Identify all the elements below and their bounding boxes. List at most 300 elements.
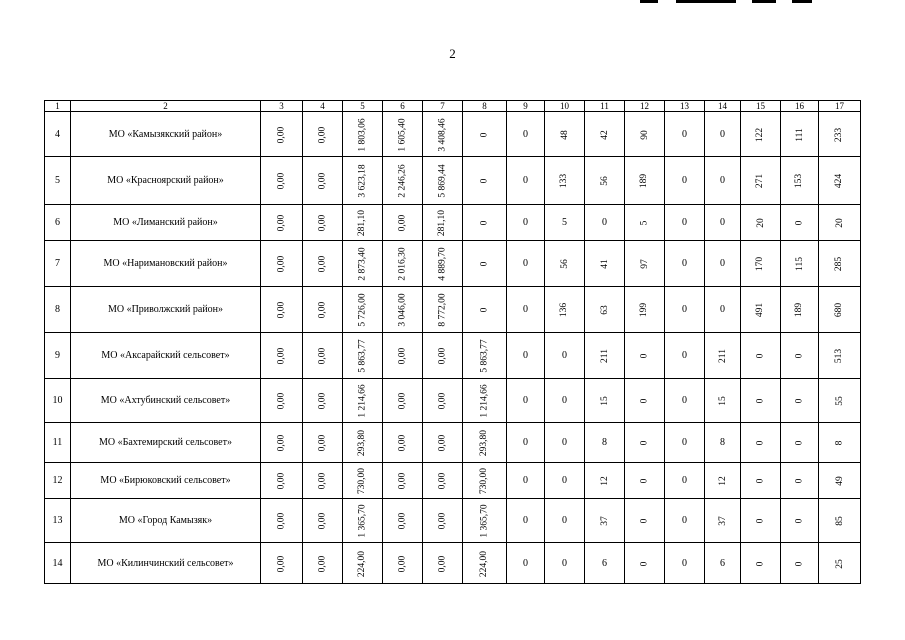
cell-c8: [463, 112, 507, 157]
cell-c8-text: 0: [479, 261, 490, 267]
cell-c16: [781, 379, 819, 423]
cell-c11-text: 15: [599, 396, 610, 406]
cell-c16: [781, 499, 819, 543]
cell-c6-text: 0,00: [397, 392, 408, 410]
cell-c8: [463, 287, 507, 333]
cell-c16-text: 0: [794, 561, 805, 566]
cell-c7-text: 8 772,00: [437, 293, 448, 327]
cell-c12-text: 0: [639, 353, 650, 359]
cell-c16-text: 153: [794, 173, 805, 189]
row-number: 10: [45, 379, 71, 423]
cell-c3: [261, 423, 303, 463]
cell-c7: [423, 463, 463, 499]
cell-c5: [343, 499, 383, 543]
cell-c3: [261, 205, 303, 241]
cell-c3-text: 0,00: [276, 214, 287, 232]
cell-c17-text: 49: [834, 476, 845, 486]
cell-c11-text: 63: [599, 305, 610, 315]
cell-c9: 0: [507, 543, 545, 584]
cell-c17-text: 20: [834, 218, 845, 228]
cell-c8: [463, 379, 507, 423]
row-number: 6: [45, 205, 71, 241]
table-row: [45, 205, 861, 241]
header-cell-4: 4: [303, 101, 343, 112]
cell-c14: [705, 463, 741, 499]
cell-c11: [585, 287, 625, 333]
cell-c16: [781, 241, 819, 287]
cell-c12: [625, 205, 665, 241]
cell-c3: [261, 379, 303, 423]
cell-c6: [383, 333, 423, 379]
cell-c16: [781, 157, 819, 205]
cell-c14-text: 12: [717, 476, 728, 486]
cell-c5-text: 730,00: [357, 467, 368, 495]
cell-c4: [303, 333, 343, 379]
municipality-name: МО «Город Камызяк»: [71, 499, 261, 543]
cell-c13: 0: [665, 543, 705, 584]
cell-c12-text: 199: [639, 302, 650, 318]
cell-c16-text: 0: [794, 518, 805, 524]
cell-c8: [463, 205, 507, 241]
cell-c11: 8: [585, 423, 625, 463]
cell-c17-text: 85: [834, 516, 845, 526]
cell-c9: 0: [507, 112, 545, 157]
cell-c15: [741, 287, 781, 333]
header-cell-8: 8: [463, 101, 507, 112]
municipality-name: МО «Аксарайский сельсовет»: [71, 333, 261, 379]
cell-c15: [741, 543, 781, 584]
cell-c11: [585, 157, 625, 205]
cell-c5-text: 293,80: [357, 429, 368, 457]
cell-c3-text: 0,00: [276, 126, 287, 143]
cell-c11: 6: [585, 543, 625, 584]
cell-c15: [741, 112, 781, 157]
cell-c17: [819, 287, 861, 333]
cell-c15: [741, 423, 781, 463]
data-table: [44, 100, 861, 584]
cell-c4: [303, 157, 343, 205]
cell-c10: [545, 112, 585, 157]
cell-c8-text: 0: [479, 220, 490, 226]
cell-c8: [463, 423, 507, 463]
row-number: 11: [45, 423, 71, 463]
cell-c6: [383, 157, 423, 205]
cell-c3: [261, 499, 303, 543]
cell-c16: [781, 333, 819, 379]
cell-c5-text: 1 214,66: [357, 384, 368, 418]
cell-c3: [261, 333, 303, 379]
cell-c5-text: 3 623,18: [357, 164, 368, 198]
header-cell-2: 2: [71, 101, 261, 112]
cell-c5-text: 1 803,06: [357, 117, 368, 152]
cell-c17: [819, 112, 861, 157]
cell-c3: [261, 157, 303, 205]
cell-c15: [741, 241, 781, 287]
cell-c15-text: 20: [755, 218, 766, 228]
cell-c8-text: 293,80: [479, 429, 490, 457]
cell-c17: [819, 423, 861, 463]
cell-c17: [819, 543, 861, 584]
cell-c5: [343, 463, 383, 499]
cell-c6: [383, 543, 423, 584]
table-row: [45, 379, 861, 423]
cell-c11: [585, 241, 625, 287]
cell-c12: [625, 241, 665, 287]
cell-c3: [261, 112, 303, 157]
cell-c7: [423, 205, 463, 241]
cell-c12: [625, 423, 665, 463]
cell-c5: [343, 333, 383, 379]
cell-c17: [819, 241, 861, 287]
cell-c4-text: 0,00: [317, 214, 328, 232]
cell-c12: [625, 463, 665, 499]
cell-c5: [343, 379, 383, 423]
cell-c10: [545, 241, 585, 287]
cell-c13: 0: [665, 423, 705, 463]
cell-c5-text: 281,10: [357, 209, 368, 237]
cell-c14-text: 211: [717, 349, 728, 363]
row-number: 13: [45, 499, 71, 543]
cell-c10: 0: [545, 499, 585, 543]
cell-c5-text: 5 863,77: [357, 339, 368, 373]
cell-c10: [545, 287, 585, 333]
cell-c8: [463, 333, 507, 379]
cell-c6-text: 0,00: [397, 512, 408, 530]
header-cell-14: 14: [705, 101, 741, 112]
cell-c7-text: 0,00: [437, 472, 448, 490]
header-cell-13: 13: [665, 101, 705, 112]
cell-c3-text: 0,00: [276, 301, 287, 319]
cell-c17-text: 25: [834, 558, 845, 569]
cell-c7-text: 0,00: [437, 434, 448, 452]
cell-c14: 8: [705, 423, 741, 463]
cell-c14: 0: [705, 112, 741, 157]
cell-c4: [303, 112, 343, 157]
cell-c12: [625, 333, 665, 379]
cell-c8-text: 730,00: [479, 467, 490, 495]
cell-c6: [383, 423, 423, 463]
cell-c16: [781, 205, 819, 241]
cell-c7: [423, 157, 463, 205]
cell-c14: 0: [705, 287, 741, 333]
header-cell-5: 5: [343, 101, 383, 112]
cell-c11-text: 12: [599, 476, 610, 486]
cell-c16: [781, 287, 819, 333]
cell-c7-text: 281,10: [437, 209, 448, 237]
cell-c3: [261, 287, 303, 333]
cell-c16-text: 0: [794, 440, 805, 446]
header-cell-7: 7: [423, 101, 463, 112]
cell-c10-text: 136: [559, 302, 570, 318]
cell-c6-text: 0,00: [397, 472, 408, 490]
cell-c10: [545, 157, 585, 205]
cell-c11: [585, 499, 625, 543]
cell-c11-text: 211: [599, 349, 610, 363]
cell-c4: [303, 543, 343, 584]
cell-c10-text: 133: [559, 173, 570, 189]
table-row: [45, 463, 861, 499]
cell-c8: [463, 499, 507, 543]
cell-c14-text: 15: [717, 396, 728, 406]
cell-c6-text: 3 046,00: [397, 293, 408, 327]
cell-c15: [741, 333, 781, 379]
cell-c17-text: 8: [834, 440, 845, 446]
cell-c17-text: 513: [834, 348, 845, 364]
cell-c10-text: 56: [559, 259, 570, 269]
cell-c6: [383, 379, 423, 423]
cell-c10-text: 48: [559, 129, 570, 140]
cell-c8: [463, 157, 507, 205]
cell-c7: [423, 499, 463, 543]
cell-c12: [625, 543, 665, 584]
cell-c11: [585, 333, 625, 379]
header-cell-15: 15: [741, 101, 781, 112]
header-cell-17: 17: [819, 101, 861, 112]
cell-c13: 0: [665, 333, 705, 379]
cell-c4-text: 0,00: [317, 555, 328, 572]
table-row: [45, 287, 861, 333]
cell-c9: 0: [507, 463, 545, 499]
cell-c4: [303, 241, 343, 287]
cell-c7-text: 5 869,44: [437, 164, 448, 198]
cell-c10: 0: [545, 463, 585, 499]
cell-c15-text: 0: [755, 561, 766, 566]
header-cell-16: 16: [781, 101, 819, 112]
cell-c9: 0: [507, 379, 545, 423]
cell-c6: [383, 499, 423, 543]
table-row: [45, 423, 861, 463]
cell-c15-text: 491: [755, 302, 766, 318]
cell-c11-text: 56: [599, 176, 610, 186]
cell-c13: 0: [665, 463, 705, 499]
municipality-name: МО «Бирюковский сельсовет»: [71, 463, 261, 499]
cell-c9: 0: [507, 205, 545, 241]
cell-c4: [303, 379, 343, 423]
row-number: 7: [45, 241, 71, 287]
cell-c16: [781, 112, 819, 157]
cell-c16-text: 111: [794, 127, 805, 142]
cell-c7: [423, 423, 463, 463]
cell-c17: [819, 205, 861, 241]
cell-c15-text: 0: [755, 478, 766, 484]
cell-c9: 0: [507, 241, 545, 287]
cell-c12-text: 0: [639, 440, 650, 446]
cell-c13: 0: [665, 112, 705, 157]
cell-c8-text: 224,00: [479, 550, 490, 577]
cell-c5: [343, 157, 383, 205]
cell-c5-text: 5 726,00: [357, 293, 368, 327]
cell-c7-text: 0,00: [437, 555, 448, 572]
cell-c17: [819, 157, 861, 205]
cell-c17: [819, 463, 861, 499]
header-cell-10: 10: [545, 101, 585, 112]
cell-c13: 0: [665, 499, 705, 543]
cell-c12-text: 90: [639, 129, 650, 140]
cell-c17-text: 680: [834, 302, 845, 318]
cell-c8-text: 5 863,77: [479, 339, 490, 373]
cell-c3-text: 0,00: [276, 512, 287, 530]
cell-c8: [463, 241, 507, 287]
municipality-name: МО «Приволжский район»: [71, 287, 261, 333]
municipality-name: МО «Ахтубинский сельсовет»: [71, 379, 261, 423]
cell-c4-text: 0,00: [317, 347, 328, 365]
row-number: 4: [45, 112, 71, 157]
cell-c4: [303, 463, 343, 499]
cell-c11-text: 42: [599, 129, 610, 140]
cell-c15: [741, 205, 781, 241]
cell-c14: 0: [705, 205, 741, 241]
cell-c16: [781, 423, 819, 463]
cell-c16-text: 0: [794, 478, 805, 484]
cell-c6-text: 0,00: [397, 555, 408, 572]
cell-c11-text: 37: [599, 516, 610, 526]
cell-c15: [741, 379, 781, 423]
cell-c17-text: 55: [834, 396, 845, 406]
cell-c14: 0: [705, 241, 741, 287]
cell-c11-text: 41: [599, 259, 610, 269]
cell-c14: 0: [705, 157, 741, 205]
cell-c10: 0: [545, 333, 585, 379]
cell-c3-text: 0,00: [276, 434, 287, 452]
row-number: 12: [45, 463, 71, 499]
cell-c7-text: 4 889,70: [437, 247, 448, 281]
cell-c5-text: 1 365,70: [357, 504, 368, 538]
cell-c16: [781, 463, 819, 499]
cell-c17: [819, 379, 861, 423]
cell-c5: [343, 287, 383, 333]
cell-c13: 0: [665, 157, 705, 205]
cell-c6: [383, 205, 423, 241]
table-row: [45, 543, 861, 584]
cell-c6-text: 0,00: [397, 347, 408, 365]
row-number: 5: [45, 157, 71, 205]
cell-c7: [423, 241, 463, 287]
cell-c6-text: 2 246,26: [397, 164, 408, 198]
cell-c13: 0: [665, 287, 705, 333]
cell-c5: [343, 241, 383, 287]
cell-c3-text: 0,00: [276, 347, 287, 365]
cell-c8-text: 1 365,70: [479, 504, 490, 538]
cell-c12-text: 0: [639, 561, 650, 566]
cell-c3: [261, 241, 303, 287]
cell-c8-text: 0: [479, 178, 490, 184]
cell-c3-text: 0,00: [276, 172, 287, 190]
cell-c3-text: 0,00: [276, 255, 287, 273]
cell-c4-text: 0,00: [317, 472, 328, 490]
cell-c12: [625, 112, 665, 157]
cell-c12-text: 5: [639, 220, 650, 226]
cell-c16-text: 0: [794, 398, 805, 404]
page-number: 2: [449, 46, 456, 61]
cell-c12: [625, 379, 665, 423]
cell-c7-text: 0,00: [437, 512, 448, 530]
municipality-name: МО «Бахтемирский сельсовет»: [71, 423, 261, 463]
table-row: [45, 157, 861, 205]
header-cell-1: 1: [45, 101, 71, 112]
cell-c12-text: 97: [639, 259, 650, 269]
cell-c9: 0: [507, 333, 545, 379]
cell-c14-text: 37: [717, 516, 728, 526]
municipality-name: МО «Камызякский район»: [71, 112, 261, 157]
cell-c7-text: 3 408,46: [437, 117, 448, 152]
cell-c12: [625, 157, 665, 205]
cell-c4: [303, 423, 343, 463]
cell-c13: 0: [665, 379, 705, 423]
cell-c9: 0: [507, 287, 545, 333]
cell-c3-text: 0,00: [276, 472, 287, 490]
cell-c17-text: 285: [834, 256, 845, 272]
cell-c15: [741, 499, 781, 543]
cell-c5: [343, 423, 383, 463]
cell-c7-text: 0,00: [437, 392, 448, 410]
cell-c12-text: 189: [639, 173, 650, 189]
cell-c3-text: 0,00: [276, 555, 287, 572]
cell-c9: 0: [507, 499, 545, 543]
header-cell-12: 12: [625, 101, 665, 112]
cell-c12-text: 0: [639, 398, 650, 404]
cell-c8: [463, 543, 507, 584]
cell-c5: [343, 205, 383, 241]
municipality-name: МО «Наримановский район»: [71, 241, 261, 287]
cell-c17: [819, 499, 861, 543]
cell-c9: 0: [507, 157, 545, 205]
cell-c6-text: 2 016,30: [397, 247, 408, 281]
cell-c17-text: 233: [834, 127, 845, 142]
cell-c8-text: 1 214,66: [479, 384, 490, 418]
table-row: [45, 333, 861, 379]
cell-c4-text: 0,00: [317, 172, 328, 190]
cell-c6: [383, 287, 423, 333]
cell-c5: [343, 543, 383, 584]
cell-c16-text: 0: [794, 220, 805, 226]
cell-c6-text: 0,00: [397, 214, 408, 232]
header-cell-11: 11: [585, 101, 625, 112]
cell-c15-text: 170: [755, 256, 766, 272]
cell-c7-text: 0,00: [437, 347, 448, 365]
cell-c7: [423, 543, 463, 584]
cell-c14: [705, 499, 741, 543]
cell-c15-text: 0: [755, 353, 766, 359]
cell-c10: 0: [545, 423, 585, 463]
cell-c11: [585, 463, 625, 499]
cell-c11: 0: [585, 205, 625, 241]
row-number: 9: [45, 333, 71, 379]
table-row: [45, 241, 861, 287]
cell-c15: [741, 157, 781, 205]
cell-c3: [261, 463, 303, 499]
cell-c16-text: 189: [794, 302, 805, 318]
cell-c10: 5: [545, 205, 585, 241]
cell-c12: [625, 499, 665, 543]
cell-c8: [463, 463, 507, 499]
cell-c5-text: 2 873,40: [357, 247, 368, 281]
cell-c8-text: 0: [479, 132, 490, 137]
cell-c10: 0: [545, 543, 585, 584]
cell-c13: 0: [665, 205, 705, 241]
cell-c8-text: 0: [479, 307, 490, 313]
cell-c16-text: 115: [794, 257, 805, 271]
cell-c6-text: 1 605,40: [397, 117, 408, 152]
cell-c5-text: 224,00: [357, 550, 368, 577]
cell-c17: [819, 333, 861, 379]
cell-c11: [585, 379, 625, 423]
cell-c4: [303, 205, 343, 241]
header-cell-6: 6: [383, 101, 423, 112]
table-row: [45, 499, 861, 543]
cell-c7: [423, 379, 463, 423]
cell-c16: [781, 543, 819, 584]
cell-c6: [383, 112, 423, 157]
